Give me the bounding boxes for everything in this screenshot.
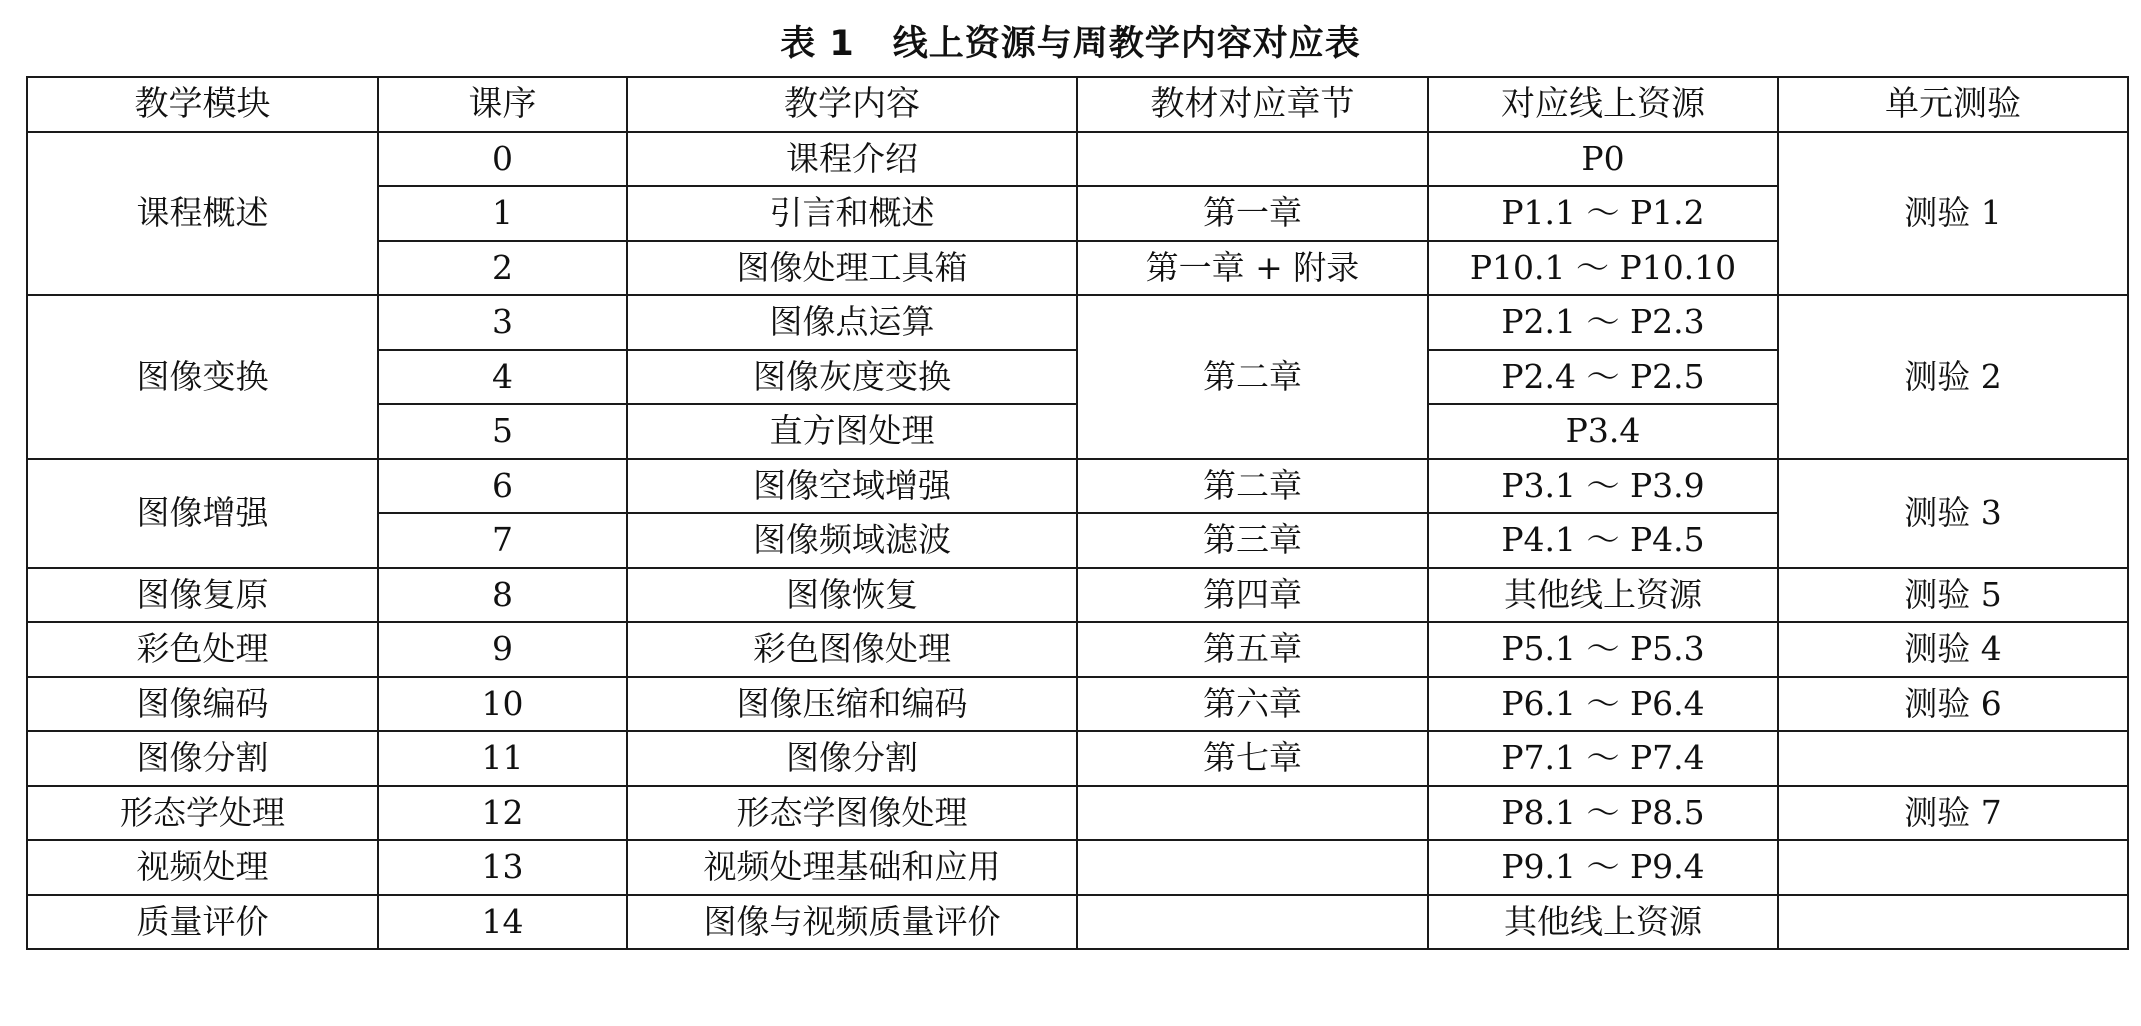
module-cell: 形态学处理 <box>27 786 378 841</box>
resource-cell: P7.1 ～ P7.4 <box>1428 731 1778 786</box>
resource-cell: P5.1 ～ P5.3 <box>1428 622 1778 677</box>
chapter-cell: 第四章 <box>1077 568 1428 623</box>
table-row <box>27 622 2128 677</box>
content-cell: 视频处理基础和应用 <box>627 840 1077 895</box>
seq-cell: 13 <box>378 840 627 895</box>
chapter-cell: 第二章 <box>1077 459 1428 514</box>
table-row <box>27 895 2128 950</box>
chapter-cell: 第七章 <box>1077 731 1428 786</box>
seq-cell: 7 <box>378 513 627 568</box>
quiz-cell <box>1778 895 2128 950</box>
resource-cell: P1.1 ～ P1.2 <box>1428 186 1778 241</box>
module-cell: 图像复原 <box>27 568 378 623</box>
seq-cell: 0 <box>378 132 627 187</box>
resource-cell: P3.4 <box>1428 404 1778 459</box>
content-cell: 图像分割 <box>627 731 1077 786</box>
quiz-cell <box>1778 840 2128 895</box>
seq-cell: 5 <box>378 404 627 459</box>
resource-cell: P9.1 ～ P9.4 <box>1428 840 1778 895</box>
seq-cell: 14 <box>378 895 627 950</box>
content-cell: 图像空域增强 <box>627 459 1077 514</box>
quiz-cell: 测验 1 <box>1778 132 2128 296</box>
resource-cell: P0 <box>1428 132 1778 187</box>
content-cell: 图像灰度变换 <box>627 350 1077 405</box>
content-cell: 图像压缩和编码 <box>627 677 1077 732</box>
seq-cell: 10 <box>378 677 627 732</box>
content-cell: 图像点运算 <box>627 295 1077 350</box>
table-row <box>27 459 2128 514</box>
resource-cell: P3.1 ～ P3.9 <box>1428 459 1778 514</box>
chapter-cell <box>1077 786 1428 841</box>
header-quiz: 单元测验 <box>1778 77 2128 132</box>
chapter-cell: 第一章 <box>1077 186 1428 241</box>
module-cell: 彩色处理 <box>27 622 378 677</box>
resource-cell: P10.1 ～ P10.10 <box>1428 241 1778 296</box>
table-row <box>27 568 2128 623</box>
module-cell: 图像增强 <box>27 459 378 568</box>
seq-cell: 12 <box>378 786 627 841</box>
table-header-row <box>27 77 2128 132</box>
quiz-cell: 测验 2 <box>1778 295 2128 459</box>
module-cell: 图像分割 <box>27 731 378 786</box>
chapter-cell <box>1077 840 1428 895</box>
table-row <box>27 677 2128 732</box>
table-caption <box>0 22 2141 66</box>
content-cell: 直方图处理 <box>627 404 1077 459</box>
module-cell: 质量评价 <box>27 895 378 950</box>
table-row <box>27 295 2128 350</box>
table-row <box>27 132 2128 187</box>
content-cell: 彩色图像处理 <box>627 622 1077 677</box>
content-cell: 课程介绍 <box>627 132 1077 187</box>
resource-cell: P4.1 ～ P4.5 <box>1428 513 1778 568</box>
resource-table <box>26 76 2129 950</box>
content-cell: 图像与视频质量评价 <box>627 895 1077 950</box>
module-cell: 图像编码 <box>27 677 378 732</box>
seq-cell: 4 <box>378 350 627 405</box>
module-cell: 课程概述 <box>27 132 378 296</box>
table-row <box>27 786 2128 841</box>
chapter-cell: 第三章 <box>1077 513 1428 568</box>
resource-cell: 其他线上资源 <box>1428 895 1778 950</box>
seq-cell: 6 <box>378 459 627 514</box>
table-number: 表 1 <box>780 24 855 64</box>
resource-cell: P6.1 ～ P6.4 <box>1428 677 1778 732</box>
table-title: 线上资源与周教学内容对应表 <box>892 24 1361 64</box>
chapter-cell <box>1077 895 1428 950</box>
chapter-cell: 第二章 <box>1077 295 1428 459</box>
chapter-cell: 第六章 <box>1077 677 1428 732</box>
content-cell: 引言和概述 <box>627 186 1077 241</box>
seq-cell: 2 <box>378 241 627 296</box>
resource-cell: P8.1 ～ P8.5 <box>1428 786 1778 841</box>
content-cell: 图像恢复 <box>627 568 1077 623</box>
content-cell: 形态学图像处理 <box>627 786 1077 841</box>
seq-cell: 11 <box>378 731 627 786</box>
seq-cell: 9 <box>378 622 627 677</box>
chapter-cell <box>1077 132 1428 187</box>
seq-cell: 1 <box>378 186 627 241</box>
header-module: 教学模块 <box>27 77 378 132</box>
header-chapter: 教材对应章节 <box>1077 77 1428 132</box>
content-cell: 图像频域滤波 <box>627 513 1077 568</box>
module-cell: 视频处理 <box>27 840 378 895</box>
quiz-cell <box>1778 731 2128 786</box>
module-cell: 图像变换 <box>27 295 378 459</box>
table-row <box>27 731 2128 786</box>
seq-cell: 8 <box>378 568 627 623</box>
chapter-cell: 第一章 + 附录 <box>1077 241 1428 296</box>
resource-cell: P2.4 ～ P2.5 <box>1428 350 1778 405</box>
quiz-cell: 测验 7 <box>1778 786 2128 841</box>
header-resource: 对应线上资源 <box>1428 77 1778 132</box>
quiz-cell: 测验 4 <box>1778 622 2128 677</box>
resource-cell: 其他线上资源 <box>1428 568 1778 623</box>
chapter-cell: 第五章 <box>1077 622 1428 677</box>
quiz-cell: 测验 3 <box>1778 459 2128 568</box>
content-cell: 图像处理工具箱 <box>627 241 1077 296</box>
header-seq: 课序 <box>378 77 627 132</box>
seq-cell: 3 <box>378 295 627 350</box>
quiz-cell: 测验 6 <box>1778 677 2128 732</box>
header-content: 教学内容 <box>627 77 1077 132</box>
table-row <box>27 840 2128 895</box>
resource-cell: P2.1 ～ P2.3 <box>1428 295 1778 350</box>
quiz-cell: 测验 5 <box>1778 568 2128 623</box>
